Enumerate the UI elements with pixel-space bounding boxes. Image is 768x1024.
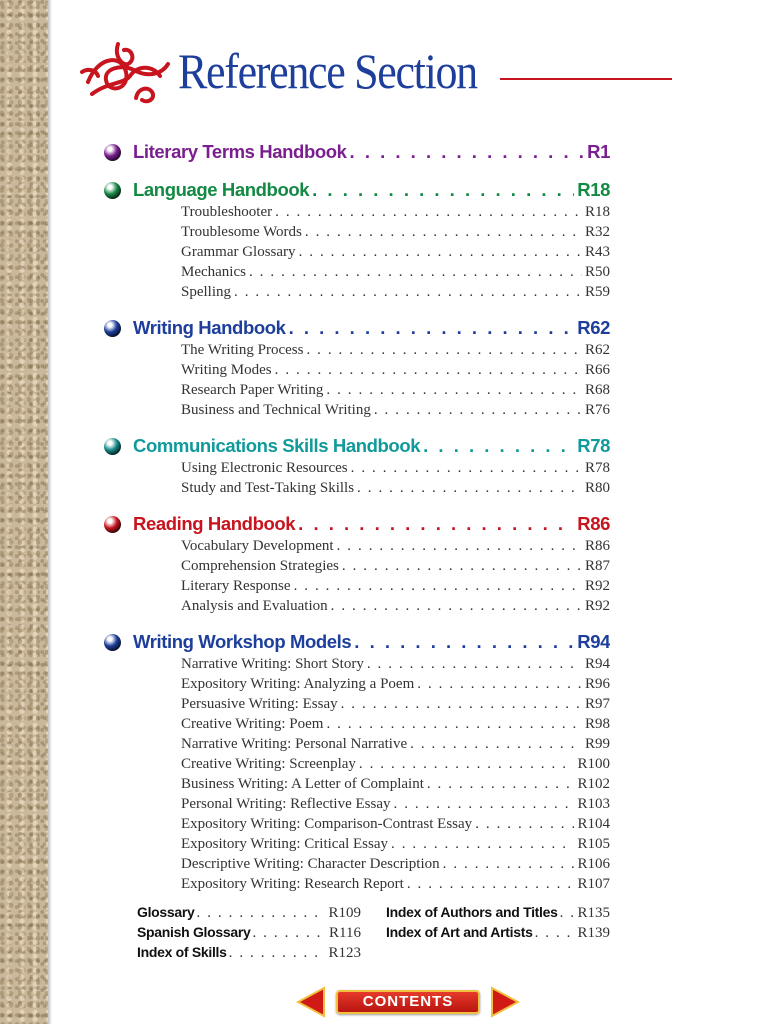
entry-label: Descriptive Writing: Character Description <box>181 856 440 872</box>
toc-section <box>104 314 610 422</box>
entry-page-number: R59 <box>584 284 610 300</box>
dot-leader <box>374 402 582 419</box>
dot-leader <box>312 179 574 201</box>
toc-section <box>104 628 610 896</box>
dot-leader <box>407 876 575 893</box>
entry-label: Writing Modes <box>181 362 272 378</box>
dot-leader <box>427 776 575 793</box>
entry-label: Troublesome Words <box>181 224 302 240</box>
dot-leader <box>234 284 582 301</box>
entry-page-number: R97 <box>584 696 610 712</box>
index-page-number: R109 <box>328 905 361 921</box>
entry-page-number: R103 <box>577 796 610 812</box>
dot-leader <box>367 656 582 673</box>
dot-leader <box>357 480 582 497</box>
sphere-bullet-icon <box>104 144 121 161</box>
section-heading-row[interactable] <box>104 628 610 656</box>
dot-leader <box>294 578 582 595</box>
toc-section <box>104 138 610 166</box>
sphere-bullet-icon <box>104 438 121 455</box>
dot-leader <box>299 244 582 261</box>
index-list <box>137 904 610 964</box>
section-page-number: R78 <box>577 435 610 456</box>
section-item-list <box>104 656 610 896</box>
page-header <box>78 36 678 116</box>
entry-label: Using Electronic Resources <box>181 460 348 476</box>
dot-leader <box>443 856 575 873</box>
section-page-number: R94 <box>577 631 610 652</box>
entry-label: Troubleshooter <box>181 204 273 220</box>
toc-entry[interactable] <box>181 204 610 224</box>
entry-label: Expository Writing: Critical Essay <box>181 836 389 852</box>
index-entry[interactable] <box>386 904 610 924</box>
entry-label: Business Writing: A Letter of Complaint <box>181 776 424 792</box>
index-label: Index of Authors and Titles <box>386 904 558 920</box>
title-rule <box>500 78 672 80</box>
sphere-bullet-icon <box>104 182 121 199</box>
dot-leader <box>305 224 582 241</box>
dot-leader <box>197 905 327 922</box>
entry-label: Expository Writing: Research Report <box>181 876 404 892</box>
toc-entry[interactable] <box>181 284 610 304</box>
entry-label: Narrative Writing: Personal Narrative <box>181 736 408 752</box>
index-label: Spanish Glossary <box>137 924 251 940</box>
sphere-bullet-icon <box>104 516 121 533</box>
dot-leader <box>326 382 582 399</box>
entry-label: Grammar Glossary <box>181 244 296 260</box>
entry-label: Study and Test-Taking Skills <box>181 480 355 496</box>
dot-leader <box>417 676 582 693</box>
index-column-left <box>137 904 361 964</box>
toc-entry[interactable] <box>181 342 610 362</box>
index-page-number: R123 <box>328 945 361 961</box>
section-title-link[interactable] <box>133 513 610 535</box>
section-item-list <box>104 204 610 304</box>
entry-page-number: R98 <box>584 716 610 732</box>
toc-entry[interactable] <box>181 676 610 696</box>
index-label: Index of Art and Artists <box>386 924 533 940</box>
entry-page-number: R99 <box>584 736 610 752</box>
entry-label: Vocabulary Development <box>181 538 334 554</box>
entry-page-number: R96 <box>584 676 610 692</box>
toc-entry[interactable] <box>181 598 610 618</box>
entry-label: Comprehension Strategies <box>181 558 339 574</box>
entry-label: Creative Writing: Screenplay <box>181 756 356 772</box>
toc-entry[interactable] <box>181 836 610 856</box>
toc-entry[interactable] <box>181 558 610 578</box>
section-title-link[interactable] <box>133 141 610 163</box>
entry-label: Research Paper Writing <box>181 382 324 398</box>
dot-leader <box>350 141 585 163</box>
toc-section <box>104 432 610 500</box>
section-page-number: R1 <box>587 141 610 162</box>
entry-page-number: R76 <box>584 402 610 418</box>
toc-entry[interactable] <box>181 856 610 876</box>
index-page-number: R116 <box>329 925 361 941</box>
index-entry[interactable] <box>386 924 610 944</box>
entry-page-number: R92 <box>584 598 610 614</box>
section-title-link[interactable] <box>133 631 610 653</box>
entry-label: The Writing Process <box>181 342 304 358</box>
section-title: Writing Workshop Models <box>133 631 352 652</box>
sphere-bullet-icon <box>104 634 121 651</box>
section-title-link[interactable] <box>133 317 610 339</box>
entry-page-number: R80 <box>584 480 610 496</box>
toc-entry[interactable] <box>181 538 610 558</box>
page-title: Reference Section <box>178 43 477 99</box>
toc-entry[interactable] <box>181 578 610 598</box>
sphere-bullet-icon <box>104 320 121 337</box>
entry-page-number: R50 <box>584 264 610 280</box>
dot-leader <box>298 513 574 535</box>
table-of-contents <box>104 138 610 906</box>
entry-page-number: R94 <box>584 656 610 672</box>
index-page-number: R135 <box>577 905 610 921</box>
dot-leader <box>342 558 582 575</box>
section-title-link[interactable] <box>133 435 610 457</box>
section-item-list <box>104 460 610 500</box>
dot-leader <box>423 435 574 457</box>
toc-section <box>104 510 610 618</box>
dot-leader <box>341 696 582 713</box>
toc-entry[interactable] <box>181 224 610 244</box>
entry-label: Mechanics <box>181 264 246 280</box>
section-item-list <box>104 538 610 618</box>
dot-leader <box>229 945 327 962</box>
section-heading-row[interactable] <box>104 176 610 204</box>
entry-page-number: R78 <box>584 460 610 476</box>
dot-leader <box>275 204 582 221</box>
entry-page-number: R87 <box>584 558 610 574</box>
dot-leader <box>391 836 574 853</box>
dot-leader <box>354 631 574 653</box>
index-page-number: R139 <box>577 925 610 941</box>
section-heading-row[interactable] <box>104 138 610 166</box>
dot-leader <box>410 736 582 753</box>
index-label: Index of Skills <box>137 944 227 960</box>
dot-leader <box>289 317 575 339</box>
entry-page-number: R66 <box>584 362 610 378</box>
entry-page-number: R92 <box>584 578 610 594</box>
dot-leader <box>249 264 582 281</box>
toc-entry[interactable] <box>181 876 610 896</box>
entry-label: Spelling <box>181 284 232 300</box>
entry-label: Expository Writing: Analyzing a Poem <box>181 676 415 692</box>
dot-leader <box>252 925 327 942</box>
section-title: Writing Handbook <box>133 317 286 338</box>
dot-leader <box>306 342 582 359</box>
entry-label: Narrative Writing: Short Story <box>181 656 364 672</box>
section-page-number: R18 <box>577 179 610 200</box>
section-page-number: R86 <box>577 513 610 534</box>
section-title: Literary Terms Handbook <box>133 141 347 162</box>
section-title: Reading Handbook <box>133 513 296 534</box>
entry-page-number: R102 <box>577 776 610 792</box>
toc-entry[interactable] <box>181 656 610 676</box>
section-heading-row[interactable] <box>104 432 610 460</box>
red-flourish-ornament-icon <box>78 36 174 106</box>
toc-entry[interactable] <box>181 756 610 776</box>
entry-label: Persuasive Writing: Essay <box>181 696 338 712</box>
contents-nav <box>296 982 520 1022</box>
stone-texture-border <box>0 0 48 1024</box>
section-title: Communications Skills Handbook <box>133 435 421 456</box>
entry-label: Literary Response <box>181 578 291 594</box>
red-right-arrow-icon[interactable] <box>490 986 520 1018</box>
index-entry[interactable] <box>137 944 361 964</box>
index-label: Glossary <box>137 904 195 920</box>
entry-label: Analysis and Evaluation <box>181 598 328 614</box>
toc-entry[interactable] <box>181 382 610 402</box>
toc-entry[interactable] <box>181 796 610 816</box>
toc-entry[interactable] <box>181 816 610 836</box>
contents-button[interactable]: CONTENTS <box>336 990 480 1014</box>
dot-leader <box>394 796 575 813</box>
dot-leader <box>351 460 582 477</box>
dot-leader <box>275 362 582 379</box>
dot-leader <box>326 716 582 733</box>
dot-leader <box>331 598 582 615</box>
entry-page-number: R43 <box>584 244 610 260</box>
red-left-arrow-icon[interactable] <box>296 986 326 1018</box>
index-entry[interactable] <box>137 904 361 924</box>
toc-entry[interactable] <box>181 776 610 796</box>
toc-entry[interactable] <box>181 362 610 382</box>
dot-leader <box>337 538 582 555</box>
section-heading-row[interactable] <box>104 314 610 342</box>
section-title: Language Handbook <box>133 179 310 200</box>
entry-page-number: R106 <box>577 856 610 872</box>
entry-label: Personal Writing: Reflective Essay <box>181 796 391 812</box>
index-column-right <box>386 904 610 964</box>
entry-page-number: R32 <box>584 224 610 240</box>
dot-leader <box>359 756 575 773</box>
section-item-list <box>104 342 610 422</box>
section-page-number: R62 <box>577 317 610 338</box>
dot-leader <box>560 905 576 922</box>
toc-entry[interactable] <box>181 244 610 264</box>
entry-label: Expository Writing: Comparison-Contrast Essay <box>181 816 473 832</box>
toc-entry[interactable] <box>181 480 610 500</box>
toc-entry[interactable] <box>181 696 610 716</box>
section-heading-row[interactable] <box>104 510 610 538</box>
index-entry[interactable] <box>137 924 361 944</box>
section-title-link[interactable] <box>133 179 610 201</box>
toc-entry[interactable] <box>181 716 610 736</box>
entry-page-number: R100 <box>577 756 610 772</box>
entry-page-number: R62 <box>584 342 610 358</box>
toc-entry[interactable] <box>181 460 610 480</box>
entry-label: Creative Writing: Poem <box>181 716 324 732</box>
toc-entry[interactable] <box>181 402 610 422</box>
toc-entry[interactable] <box>181 264 610 284</box>
entry-page-number: R107 <box>577 876 610 892</box>
entry-label: Business and Technical Writing <box>181 402 371 418</box>
toc-entry[interactable] <box>181 736 610 756</box>
entry-page-number: R105 <box>577 836 610 852</box>
entry-page-number: R86 <box>584 538 610 554</box>
border-shadow <box>48 0 52 1024</box>
entry-page-number: R18 <box>584 204 610 220</box>
dot-leader <box>535 925 576 942</box>
entry-page-number: R104 <box>577 816 610 832</box>
toc-section <box>104 176 610 304</box>
dot-leader <box>475 816 574 833</box>
entry-page-number: R68 <box>584 382 610 398</box>
